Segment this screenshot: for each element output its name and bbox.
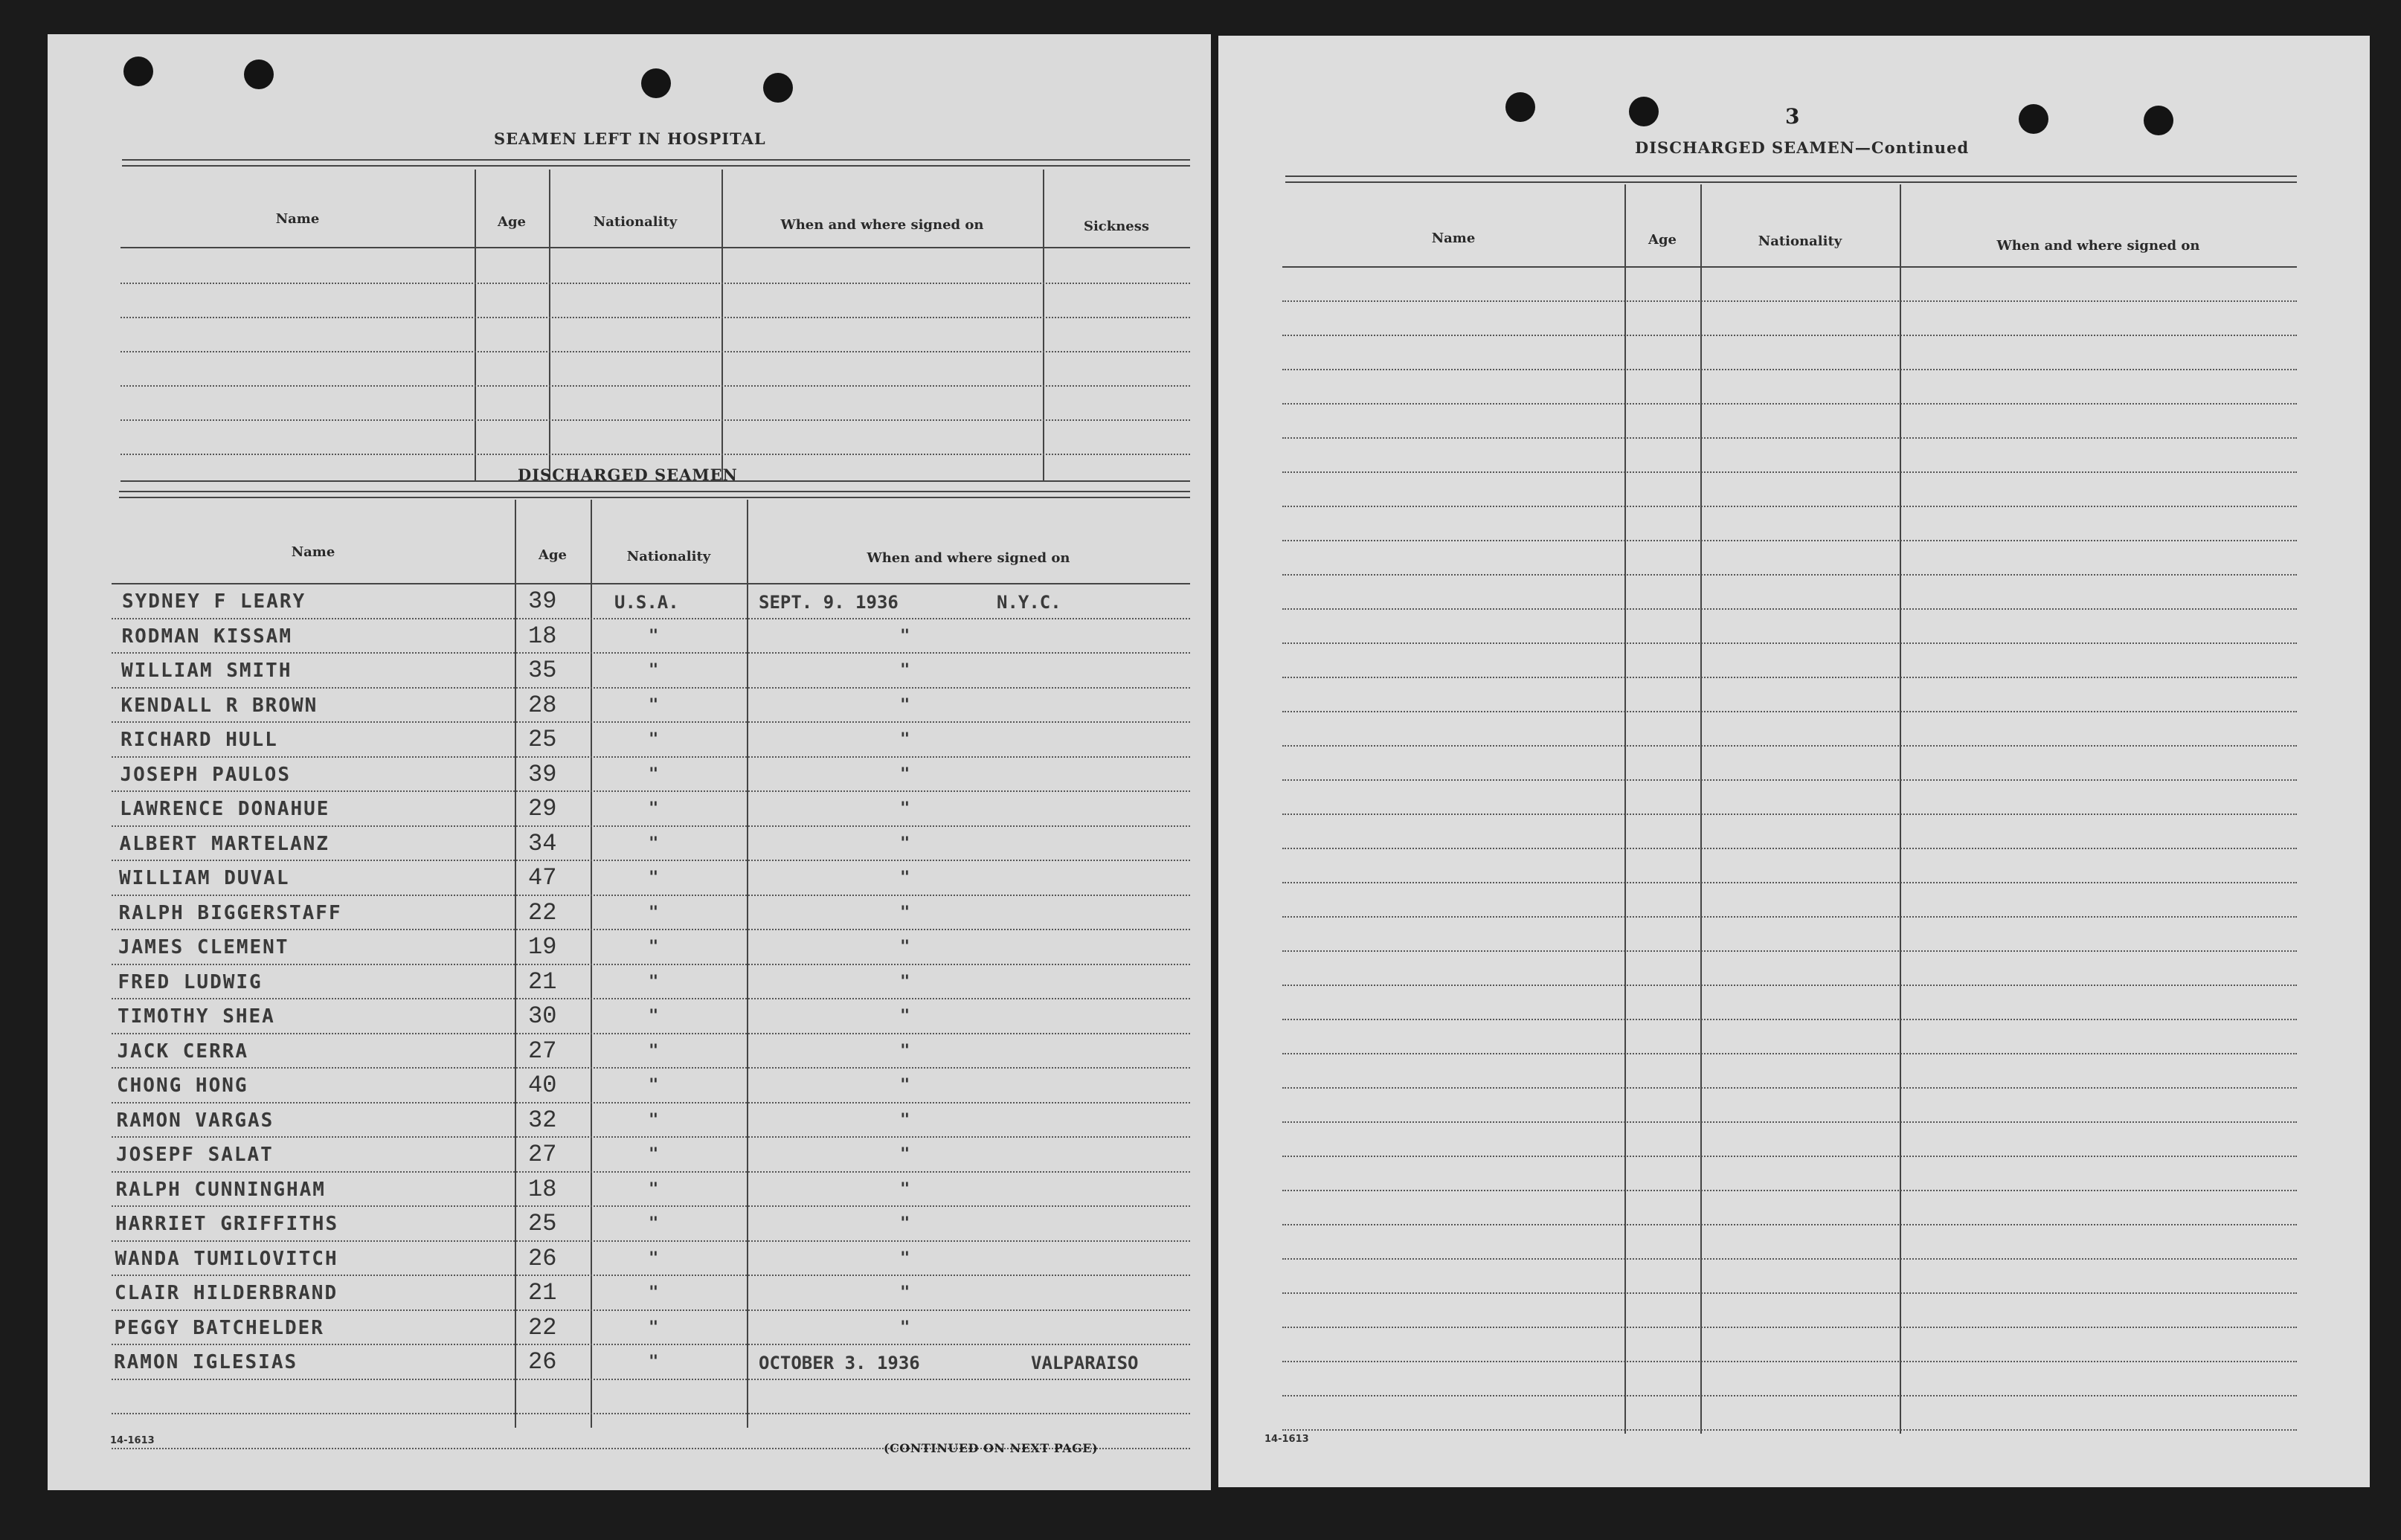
seaman-nationality: " [649,1110,659,1130]
table-row-line [112,790,1190,792]
col-header-when-where: When and where signed on [1996,238,2200,254]
blank-row-line [1282,950,2297,952]
blank-row-line [1282,642,2297,644]
seaman-age: 28 [528,691,557,719]
blank-row-line [1282,437,2297,439]
seaman-nationality: " [649,695,659,715]
signed-on-date: " [900,869,910,887]
seaman-name: RAMON VARGAS [116,1109,274,1132]
discharged-table [112,500,1190,1428]
form-code: 14-1613 [110,1435,155,1446]
blank-row-line [1282,1053,2297,1054]
seaman-nationality: " [649,661,659,680]
seaman-name: JACK CERRA [117,1040,249,1063]
divider [119,491,1190,492]
seaman-age: 21 [528,967,557,996]
blank-row-line [1282,471,2297,473]
blank-row-line [1282,985,2297,986]
seaman-age: 29 [528,795,557,822]
blank-row-line [1282,506,2297,507]
blank-row-line [112,1413,1190,1414]
seaman-nationality: " [649,1076,659,1095]
hospital-table [120,170,1190,482]
seaman-age: 18 [528,1175,557,1203]
signed-on-date: " [900,1214,910,1233]
table-row-line [112,1136,1190,1138]
table-row-line [112,1309,1190,1311]
signed-on-date: " [900,1283,910,1302]
seaman-age: 22 [528,1313,557,1341]
discharged-section-title: DISCHARGED SEAMEN [518,465,738,484]
seaman-name: RALPH BIGGERSTAFF [118,901,342,924]
seaman-nationality: " [649,1353,659,1371]
blank-row-line [1282,1258,2297,1260]
col-header-age: Age [538,547,567,563]
blank-row-line [1282,574,2297,576]
table-row-line [112,687,1190,689]
seaman-name: JAMES CLEMENT [118,936,289,959]
table-row-line [112,1102,1190,1104]
seaman-name: ALBERT MARTELANZ [119,832,330,855]
continued-table [1282,184,2297,1434]
blank-row-line [1282,1327,2297,1328]
table-row-line [112,998,1190,999]
blank-row-line [1282,1121,2297,1123]
divider [119,497,1190,498]
table-row-line [112,1171,1190,1173]
col-header-nationality: Nationality [593,214,678,230]
blank-row-line [1282,1019,2297,1020]
seaman-nationality: " [649,1145,659,1164]
col-header-when-where: When and where signed on [780,217,984,233]
punch-hole [2144,106,2173,135]
seaman-name: RICHARD HULL [120,729,278,751]
signed-on-date: " [900,1007,910,1025]
blank-row-line [1282,403,2297,405]
col-header-nationality: Nationality [1758,233,1842,249]
blank-row-line [1282,540,2297,541]
seaman-name: CHONG HONG [117,1075,248,1097]
hospital-section-title: SEAMEN LEFT IN HOSPITAL [494,129,766,148]
seaman-name: WANDA TUMILOVITCH [115,1247,338,1270]
table-row-line [112,618,1190,619]
seaman-nationality: " [649,1318,659,1337]
blank-row-line [1282,1292,2297,1294]
table-row-line [112,1240,1190,1242]
seaman-age: 34 [528,829,557,857]
divider [1285,181,2297,183]
table-row-line [112,895,1190,896]
blank-row-line [1282,711,2297,712]
col-header-name: Name [291,544,335,560]
seaman-age: 27 [528,1037,557,1065]
signed-on-date: " [900,1179,910,1199]
blank-row-line [1282,369,2297,370]
seaman-nationality: " [649,938,659,956]
col-header-age: Age [1648,232,1677,248]
seaman-age: 32 [528,1106,557,1134]
seaman-nationality: " [649,730,659,749]
seaman-nationality: " [649,1041,659,1060]
signed-on-date: OCTOBER 3. 1936 [759,1353,920,1373]
right-page [1218,36,2370,1487]
col-header-when-where: When and where signed on [867,550,1070,566]
signed-on-date: " [900,661,910,680]
signed-on-place: N.Y.C. [997,592,1061,613]
blank-row-line [1282,1224,2297,1225]
seaman-age: 18 [528,622,557,650]
signed-on-date: " [900,1110,910,1130]
seaman-nationality: " [649,903,659,922]
seaman-name: RAMON IGLESIAS [114,1351,298,1373]
seaman-name: RODMAN KISSAM [121,625,292,648]
seaman-name: TIMOTHY SHEA [118,1005,275,1028]
table-row-line [112,1275,1190,1276]
signed-on-date: " [900,764,910,784]
table-row-line [112,1344,1190,1345]
seaman-age: 35 [528,657,557,684]
seaman-nationality: " [649,834,659,853]
signed-on-date: " [900,1249,910,1268]
signed-on-date: SEPT. 9. 1936 [759,592,899,613]
punch-hole [244,59,274,89]
seaman-age: 25 [528,1210,557,1237]
seaman-name: KENDALL R BROWN [120,694,318,717]
signed-on-date: " [900,938,910,956]
table-row-line [112,964,1190,965]
signed-on-date: " [900,1145,910,1164]
seaman-name: JOSEPF SALAT [116,1144,274,1166]
blank-row-line [1282,814,2297,815]
seaman-name: CLAIR HILDERBRAND [115,1282,338,1304]
blank-row-line [1282,1190,2297,1191]
signed-on-date: " [900,1318,910,1337]
seaman-age: 26 [528,1348,557,1376]
blank-row-line [1282,335,2297,336]
punch-hole [1629,97,1659,126]
blank-row-line [1282,745,2297,747]
seaman-age: 26 [528,1244,557,1272]
form-code: 14-1613 [1264,1434,1309,1445]
divider [122,159,1190,161]
punch-hole [123,57,153,86]
seaman-age: 40 [528,1072,557,1099]
discharged-continued-title: DISCHARGED SEAMEN—Continued [1635,138,1970,157]
page-number: 3 [1785,104,1800,129]
seaman-age: 27 [528,1141,557,1168]
signed-on-date: " [900,695,910,715]
signed-on-date: " [900,799,910,818]
seaman-nationality: " [649,799,659,818]
blank-row-line [1282,1395,2297,1396]
blank-row-line [1282,1361,2297,1362]
blank-row-line [1282,882,2297,883]
blank-row-line [1282,848,2297,849]
blank-row-line [1282,608,2297,610]
blank-row-line [1282,300,2297,302]
seaman-nationality: U.S.A. [614,592,679,613]
col-header-sickness: Sickness [1083,219,1150,234]
signed-on-date: " [900,903,910,922]
seaman-age: 22 [528,898,557,927]
col-header-nationality: Nationality [626,549,711,564]
signed-on-date: " [900,834,910,853]
seaman-age: 39 [528,760,557,788]
seaman-nationality: " [649,972,659,991]
punch-hole [763,73,793,103]
seaman-age: 21 [528,1279,557,1307]
seaman-age: 39 [528,587,557,615]
seaman-name: WILLIAM SMITH [121,660,292,682]
seaman-nationality: " [649,1283,659,1302]
signed-on-place: VALPARAISO [1031,1353,1139,1373]
seaman-name: FRED LUDWIG [118,970,263,993]
col-header-age: Age [497,214,526,230]
seaman-nationality: " [649,764,659,784]
table-row-line [112,860,1190,861]
table-row-line [112,721,1190,723]
signed-on-date: " [900,1041,910,1060]
continued-note: (CONTINUED ON NEXT PAGE) [884,1441,1099,1455]
seaman-nationality: " [649,626,659,645]
table-row-line [112,756,1190,758]
seaman-nationality: " [649,869,659,887]
blank-row-line [1282,1087,2297,1089]
blank-row-line [1282,1429,2297,1431]
seaman-name: HARRIET GRIFFITHS [115,1213,339,1235]
table-row-line [112,1067,1190,1069]
seaman-nationality: " [649,1007,659,1025]
table-row-line [112,652,1190,654]
punch-hole [641,68,671,98]
blank-row-line [1282,1156,2297,1157]
blank-row-line [1282,916,2297,918]
signed-on-date: " [900,1076,910,1095]
signed-on-date: " [900,626,910,645]
seaman-name: PEGGY BATCHELDER [114,1316,324,1339]
seaman-age: 19 [528,933,557,961]
table-row-line [112,1033,1190,1034]
seaman-nationality: " [649,1249,659,1268]
signed-on-date: " [900,972,910,991]
table-row-line [112,1379,1190,1380]
punch-hole [2019,104,2048,134]
table-row-line [112,1205,1190,1207]
blank-row-line [1282,779,2297,781]
seaman-name: WILLIAM DUVAL [119,867,290,889]
table-row-line [112,825,1190,827]
divider [1285,175,2297,177]
seaman-age: 25 [528,726,557,753]
seaman-nationality: " [649,1214,659,1233]
col-header-name: Name [275,211,320,227]
seaman-age: 30 [528,1002,557,1030]
signed-on-date: " [900,730,910,749]
seaman-name: JOSEPH PAULOS [120,763,291,786]
left-page [48,34,1211,1490]
col-header-name: Name [1431,231,1476,246]
blank-row-line [1282,677,2297,678]
table-row-line [112,929,1190,930]
seaman-name: SYDNEY F LEARY [122,590,306,613]
seaman-name: LAWRENCE DONAHUE [120,798,330,820]
seaman-age: 47 [528,864,557,892]
seaman-nationality: " [649,1179,659,1199]
seaman-name: RALPH CUNNINGHAM [115,1178,326,1201]
punch-hole [1505,92,1535,122]
divider [122,165,1190,167]
